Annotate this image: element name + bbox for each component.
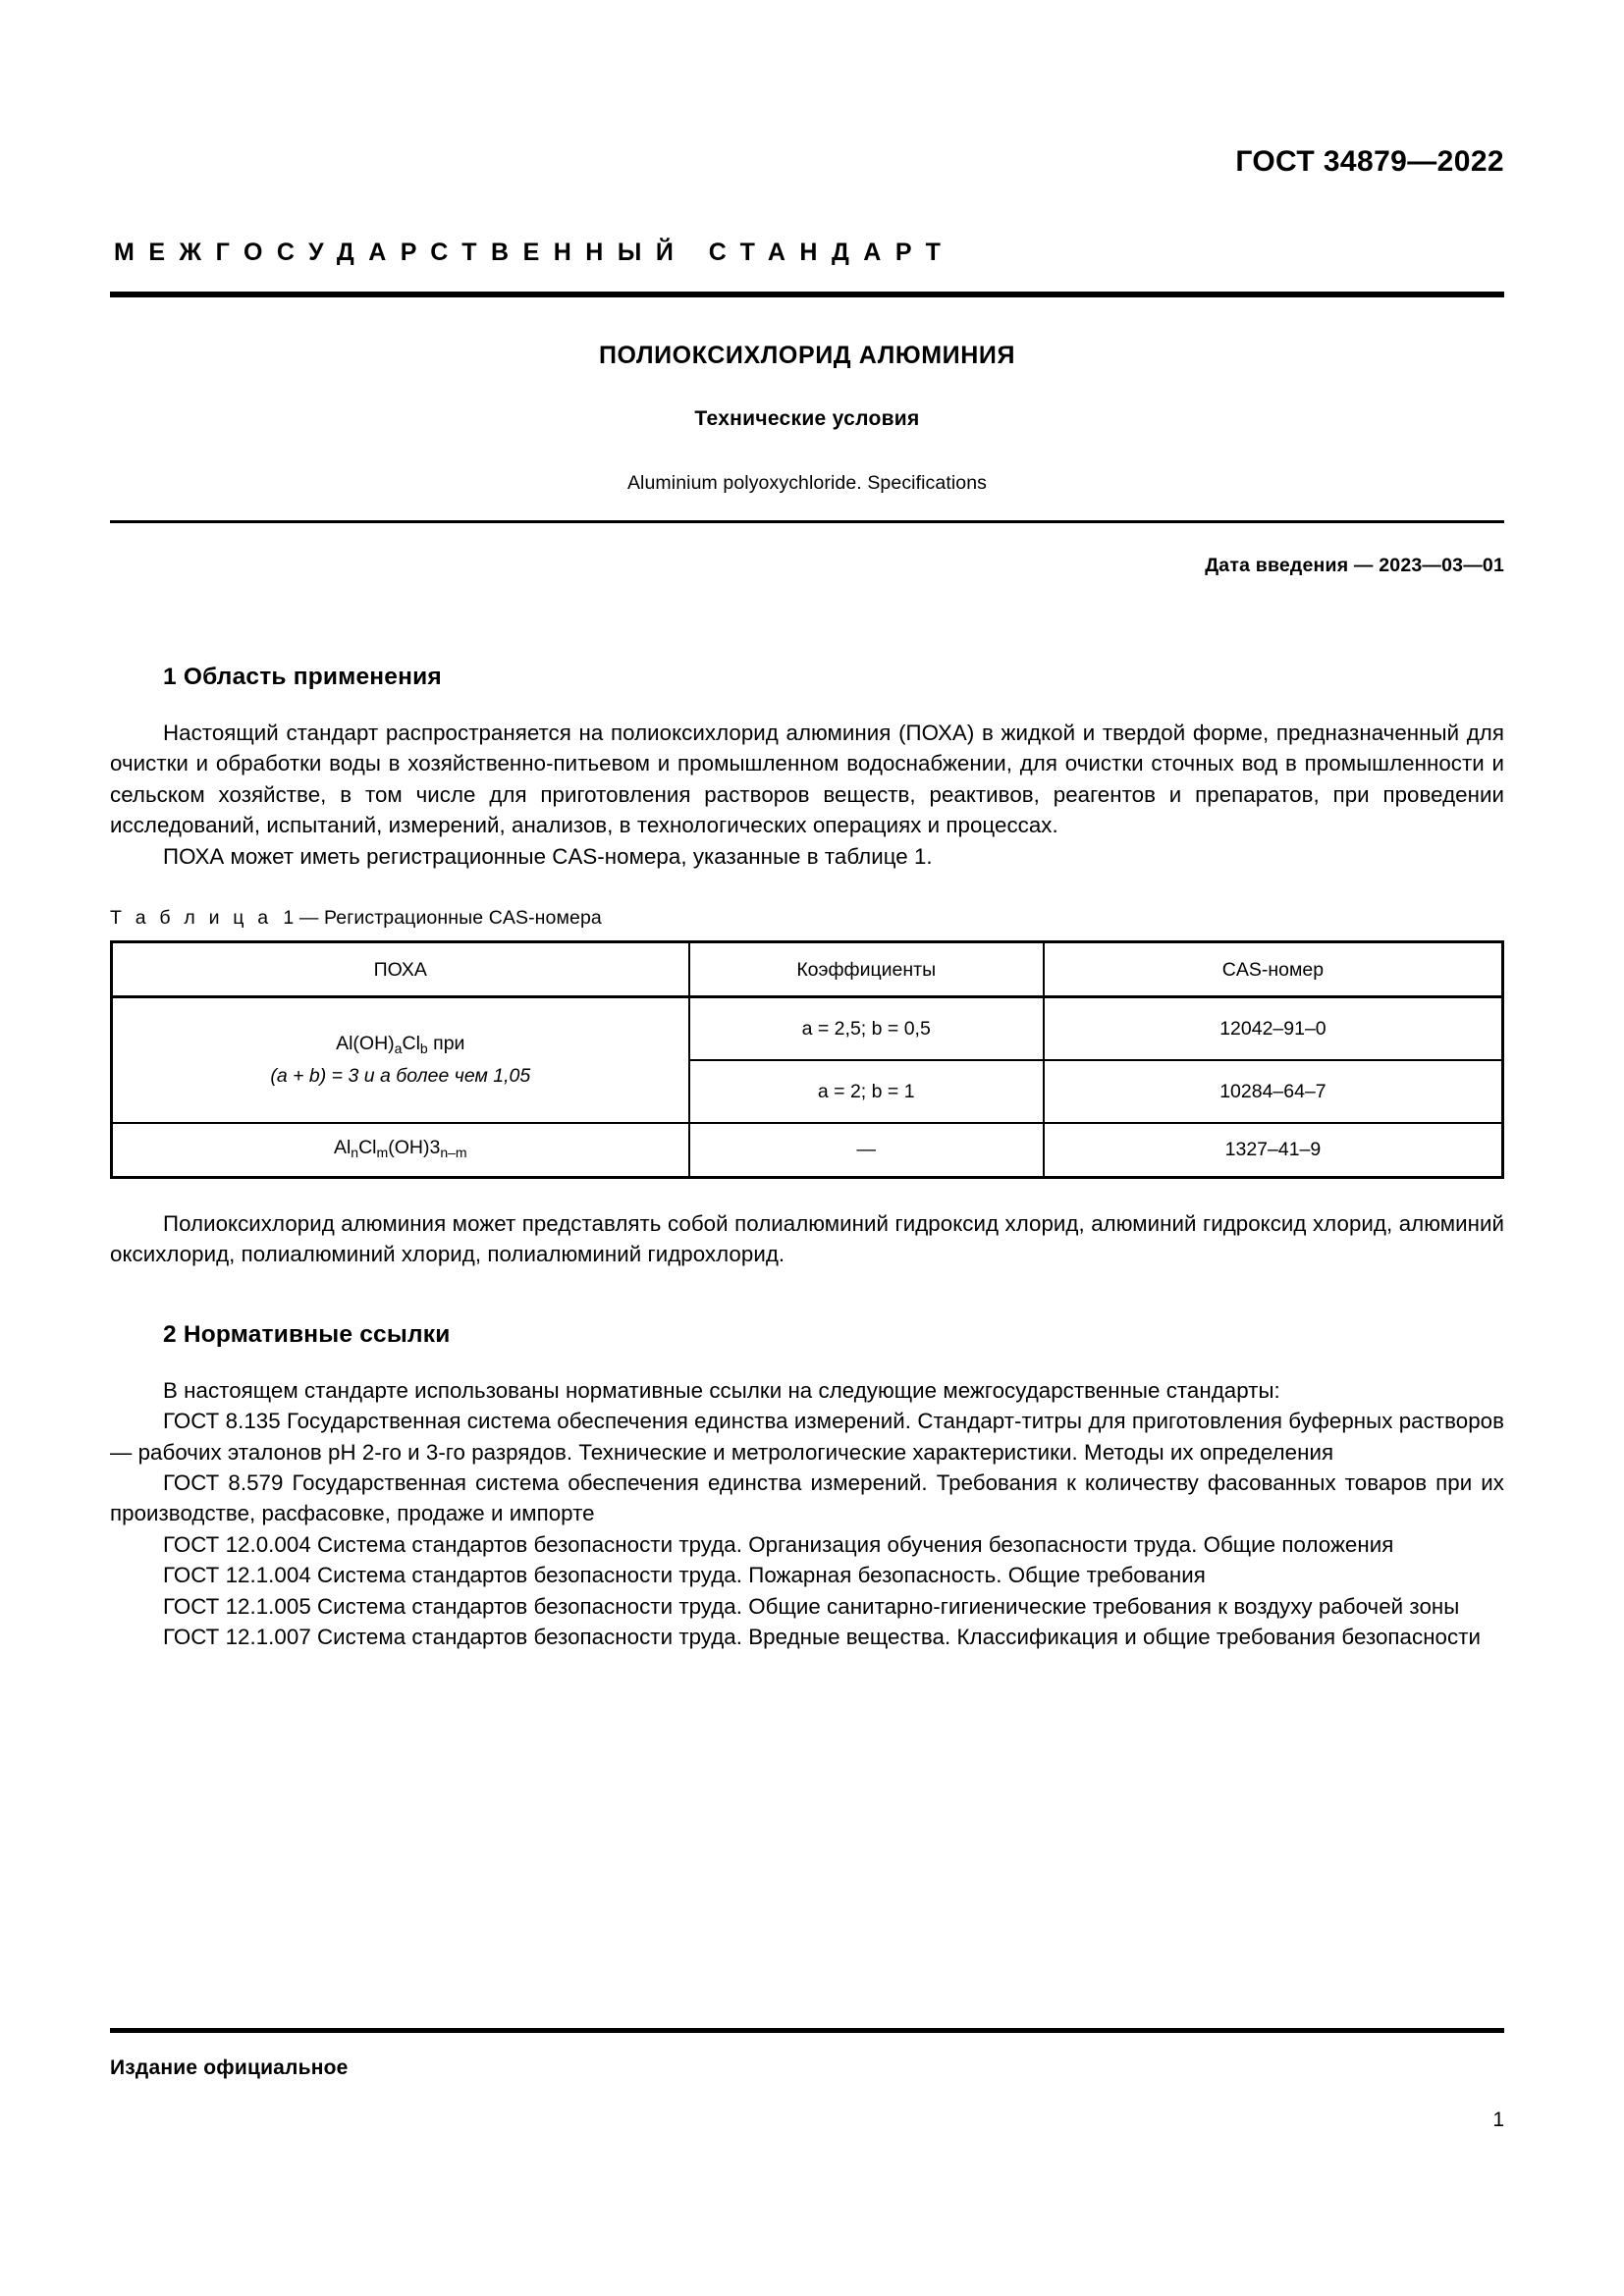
column-header-cas: CAS-номер — [1044, 942, 1503, 997]
formula-subscript-m: m — [376, 1144, 389, 1160]
cell-cas-1: 12042–91–0 — [1044, 997, 1503, 1060]
reference-item: ГОСТ 12.0.004 Система стандартов безопасности труда. Организация обучения безопасности труда. Общие положения — [163, 1531, 1394, 1557]
page-number: 1 — [1492, 2109, 1504, 2131]
formula-subscript-nm: n–m — [440, 1144, 467, 1160]
reference-item: ГОСТ 8.135 Государственная система обеспечения единства измерений. Стандарт-титры для приготовления буферных растворов — рабочих эталонов pH 2-го и 3-го разрядов. Технические и метрологические характеристики. Методы их определения — [110, 1409, 1504, 1465]
cell-coefficients-2: a = 2; b = 1 — [689, 1060, 1044, 1123]
cell-pocha-formula-2: $Al_nCl_m(OH)3_{n-m}$ — [112, 1123, 689, 1178]
section-1-paragraph-2: ПОХА может иметь регистрационные CAS-номера, указанные в таблице 1. — [163, 843, 933, 869]
normative-reference-list — [110, 1406, 1504, 1652]
page-content — [110, 0, 1504, 1653]
table-1-caption — [110, 907, 1504, 930]
cell-pocha-formula-1 — [112, 997, 689, 1123]
page-subtitle: Технические условия — [694, 407, 920, 430]
title-block — [110, 297, 1504, 520]
column-header-coefficients: Коэффициенты — [689, 942, 1044, 997]
table-caption-label: Т а б л и ц а — [110, 907, 273, 930]
cell-coefficients-3: — — [689, 1123, 1044, 1178]
cell-cas-3: 1327–41–9 — [1044, 1123, 1503, 1178]
section-1-paragraph-3: Полиоксихлорид алюминия может представлять собой полиалюминий гидроксид хлорид, алюминий гидроксид хлорид, алюминий оксихлорид, полиалюминий хлорид, полиалюминий гидрохлорид. — [110, 1211, 1504, 1267]
cell-cas-2: 10284–64–7 — [1044, 1060, 1503, 1123]
cas-number-table — [110, 940, 1504, 1179]
formula-subscript-a: a — [394, 1041, 403, 1057]
section-2-heading: 2 Нормативные ссылки — [163, 1320, 451, 1348]
section-1-heading: 1 Область применения — [163, 664, 442, 690]
section-2-intro: В настоящем стандарте использованы нормативные ссылки на следующие межгосударственные стандарты: — [163, 1377, 1280, 1403]
section-1 — [110, 664, 1504, 1270]
table-row — [112, 1123, 1503, 1178]
reference-item: ГОСТ 12.1.005 Система стандартов безопасности труда. Общие санитарно-гигиенические требования к воздуху рабочей зоны — [163, 1593, 1460, 1619]
formula-line-1: $Al(OH)_aCl_b$ при — [336, 1033, 465, 1057]
page-title-english: Aluminium polyoxychloride. Specifications — [626, 472, 988, 494]
standard-banner: МЕЖГОСУДАРСТВЕННЫЙ СТАНДАРТ — [114, 239, 955, 266]
formula-line-2: (a + b) = 3 и a более чем 1,05 — [270, 1065, 531, 1088]
official-edition-note: Издание официальное — [110, 2056, 349, 2079]
table-caption-title: Регистрационные CAS-номера — [324, 907, 602, 930]
reference-item: ГОСТ 12.1.004 Система стандартов безопасности труда. Пожарная безопасность. Общие требования — [163, 1563, 1206, 1588]
page-title: ПОЛИОКСИХЛОРИД АЛЮМИНИЯ — [598, 342, 1016, 369]
table-header-row — [112, 942, 1503, 997]
document-number: ГОСТ 34879—2022 — [1235, 145, 1504, 178]
formula-subscript-b: b — [419, 1041, 428, 1057]
title-divider-bottom — [110, 520, 1504, 523]
cell-coefficients-1: a = 2,5; b = 0,5 — [689, 997, 1044, 1060]
reference-item: ГОСТ 8.579 Государственная система обеспечения единства измерений. Требования к количеству фасованных товаров при их производстве, расфасовке, продаже и импорте — [110, 1470, 1504, 1526]
table-row — [112, 997, 1503, 1060]
table-caption-number: 1 — [283, 907, 295, 930]
section-1-paragraph-1: Настоящий стандарт распространяется на полиоксихлорид алюминия (ПОХА) в жидкой и твердой форме, предназначенный для очистки и обработки воды в хозяйственно-питьевом и промышленном водоснабжении, для очистки сточных вод в промышленности и сельском хозяйстве, в том числе для приготовления растворов веществ, реактивов, реагентов и препаратов, при проведении исследований, испытаний, измерений, анализов, в технологических операциях и процессах. — [110, 721, 1504, 838]
footer-divider — [110, 2028, 1504, 2033]
table-caption-dash: — — [298, 907, 319, 930]
column-header-pocha: ПОХА — [112, 942, 689, 997]
reference-item: ГОСТ 12.1.007 Система стандартов безопасности труда. Вредные вещества. Классификация и общие требования безопасности — [163, 1625, 1481, 1650]
section-2 — [110, 1321, 1504, 1653]
introduction-date: Дата введения — 2023—03—01 — [1205, 555, 1504, 576]
formula-subscript-n: n — [351, 1144, 359, 1160]
